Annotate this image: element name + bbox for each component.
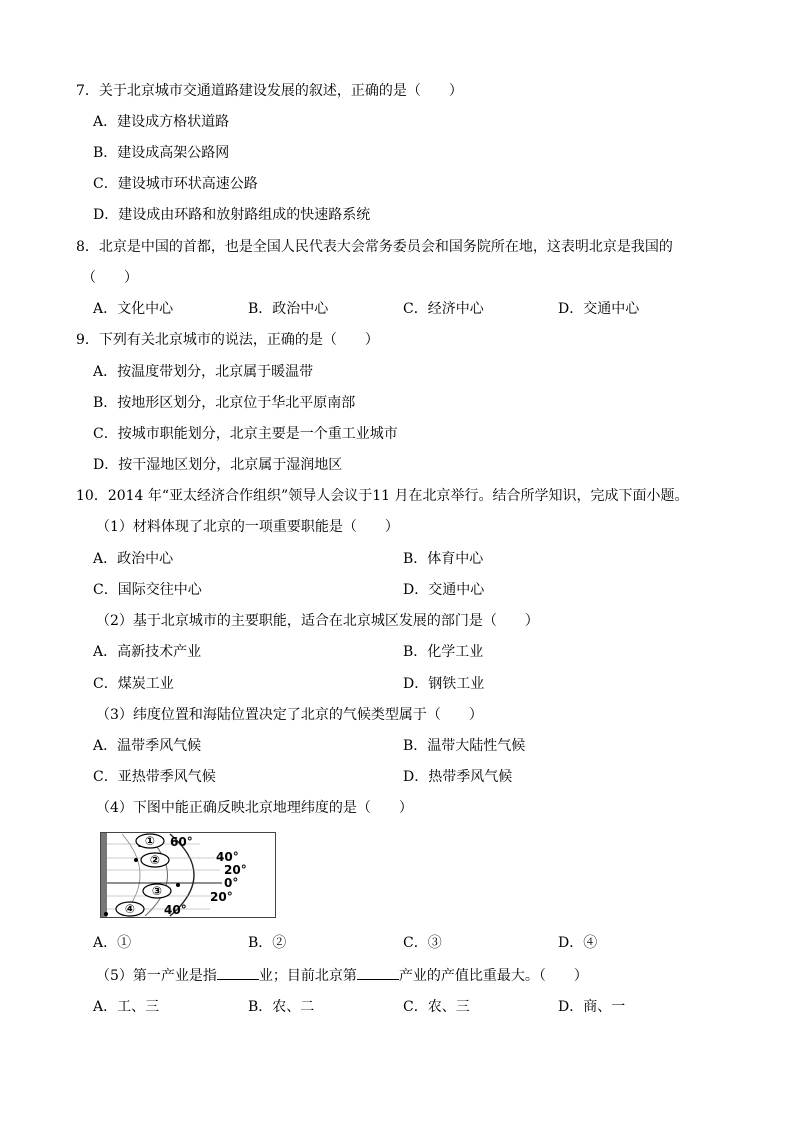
marker-4: ④ [124,902,136,916]
q10-4-option-a: A．① [93,935,132,951]
q10-1-option-a: A．政治中心 [93,551,174,567]
q10-4-option-b: B．② [248,935,287,951]
answer-blank-1 [217,965,259,980]
figure-left-edge [101,833,107,917]
point-4-dot [104,912,108,916]
lat-label-20s: 20° [210,890,233,904]
latitude-map-figure [100,832,276,918]
q8-option-d: D．交通中心 [558,301,640,317]
q10-5-option-b: B．农、二 [248,999,315,1015]
q9-option-c: C．按城市职能划分，北京主要是一个重工业城市 [93,426,398,442]
q8-option-b: B．政治中心 [248,301,329,317]
q7-stem: 7．关于北京城市交通道路建设发展的叙述，正确的是（ ） [76,83,463,99]
lat-label-0: 0° [224,876,239,890]
q10-3-option-a: A．温带季风气候 [93,738,202,754]
q9-option-b: B．按地形区划分，北京位于华北平原南部 [93,395,356,411]
point-2-dot [134,858,138,862]
q7-option-c: C．建设城市环状高速公路 [93,176,258,192]
q10-1-stem: （1）材料体现了北京的一项重要职能是（ ） [96,519,399,535]
q10-5-stem [96,965,588,986]
q10-4-stem: （4）下图中能正确反映北京地理纬度的是（ ） [96,800,413,816]
q10-2-option-c: C．煤炭工业 [93,676,174,692]
q10-1-option-c: C．国际交往中心 [93,582,202,598]
answer-blank-2 [357,965,399,980]
q10-5-option-c: C．农、三 [403,999,470,1015]
q8-stem: 8．北京是中国的首都，也是全国人民代表大会常务委员会和国务院所在地，这表明北京是我国的 [76,239,673,255]
q10-1-option-b: B．体育中心 [403,551,484,567]
point-3-dot [176,883,180,887]
q10-4-option-d: D．④ [558,935,598,951]
q10-4-option-c: C．③ [403,935,442,951]
q9-stem: 9．下列有关北京城市的说法，正确的是（ ） [76,332,379,348]
q7-option-d: D．建设成由环路和放射路组成的快速路系统 [93,207,371,223]
q8-option-c: C．经济中心 [403,301,484,317]
q10-2-stem: （2）基于北京城市的主要职能，适合在北京城区发展的部门是（ ） [96,613,539,629]
q10-3-option-c: C．亚热带季风气候 [93,769,216,785]
q10-1-option-d: D．交通中心 [403,582,485,598]
q10-2-option-b: B．化学工业 [403,644,484,660]
q8-stem-cont: （ ） [82,270,138,286]
q10-5-stem-part-c: 产业的产值比重最大。（ ） [398,968,588,984]
q10-3-option-b: B．温带大陆性气候 [403,738,526,754]
q10-5-option-d: D．商、一 [558,999,626,1015]
q10-5-option-a: A．工、三 [93,999,160,1015]
q10-2-option-a: A．高新技术产业 [93,644,202,660]
q10-3-stem: （3）纬度位置和海陆位置决定了北京的气候类型属于（ ） [96,707,483,723]
q10-2-option-d: D．钢铁工业 [403,676,485,692]
lat-label-60: 60° [170,835,193,849]
marker-1: ① [144,834,156,848]
marker-2: ② [149,853,161,867]
marker-3: ③ [151,884,163,898]
lat-label-40n: 40° [216,850,239,864]
q10-stem: 10．2014 年“亚太经济合作组织”领导人会议于11 月在北京举行。结合所学知识，完成下面小题。 [76,488,689,504]
q7-option-b: B．建设成高架公路网 [93,145,230,161]
q7-option-a: A．建设成方格状道路 [93,114,230,130]
q8-option-a: A．文化中心 [93,301,174,317]
lat-label-20n: 20° [224,863,247,877]
q10-5-stem-part-a: （5）第一产业是指 [96,968,217,984]
q10-5-stem-part-b: 业；目前北京第 [258,968,357,984]
q10-3-option-d: D．热带季风气候 [403,769,513,785]
q9-option-a: A．按温度带划分，北京属于暖温带 [93,364,314,380]
q9-option-d: D．按干湿地区划分，北京属于湿润地区 [93,457,343,473]
lat-label-40s: 40° [164,903,187,917]
